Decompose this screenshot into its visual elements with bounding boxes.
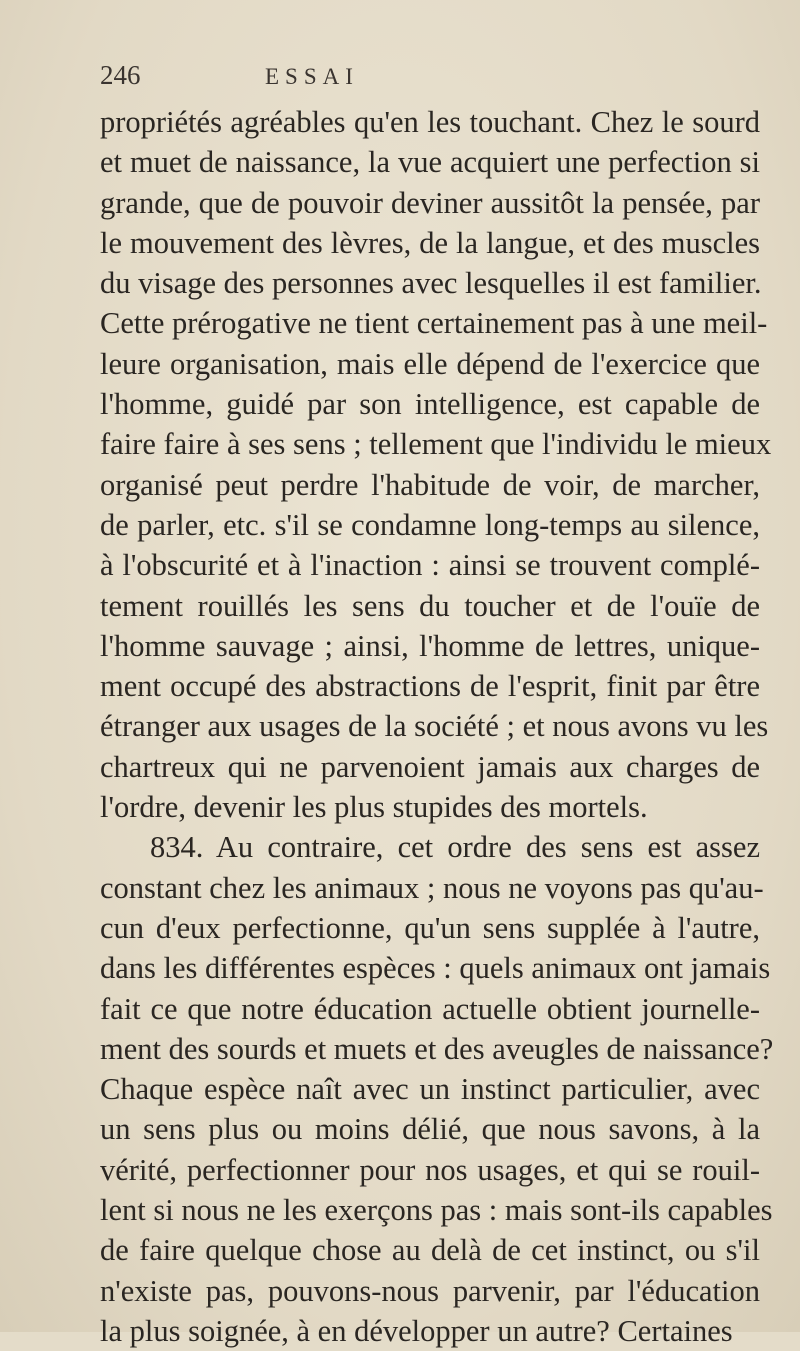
text-line: n'existe pas, pouvons-nous parvenir, par l'éducation [100,1273,760,1308]
running-title: ESSAI [265,64,359,89]
page-header [100,60,760,96]
text-line: dans les différentes espèces : quels animaux ont jamais [100,951,771,986]
text-line: et muet de naissance, la vue acquiert une perfection si [100,145,760,180]
page-number: 246 [100,60,141,90]
text-line: tement rouillés les sens du toucher et de l'ouïe de [100,588,760,623]
text-line: à l'obscurité et à l'inaction : ainsi se trouvent complé- [100,548,760,583]
text-line: cun d'eux perfectionne, qu'un sens supplée à l'autre, [100,910,760,945]
text-line: constant chez les animaux ; nous ne voyons pas qu'au- [100,870,764,905]
text-line: un sens plus ou moins délié, que nous savons, à la [100,1112,760,1147]
text-line: l'homme, guidé par son intelligence, est capable de [100,387,760,422]
text-line: propriétés agréables qu'en les touchant. Chez le sourd [100,105,760,139]
text-line: de faire quelque chose au delà de cet instinct, ou s'il [100,1233,760,1268]
text-line: chartreux qui ne parvenoient jamais aux charges de [100,749,760,784]
text-line: étranger aux usages de la société ; et nous avons vu les [100,709,769,744]
text-line: le mouvement des lèvres, de la langue, et des muscles [100,225,760,260]
text-line: grande, que de pouvoir deviner aussitôt la pensée, par [100,185,760,220]
text-line: du visage des personnes avec lesquelles il est familier. [100,266,762,301]
text-line: Cette prérogative ne tient certainement pas à une meil- [100,306,768,341]
text-line: la plus soignée, à en développer un autre? Certaines [100,1313,733,1348]
text-line: ment occupé des abstractions de l'esprit, finit par être [100,669,760,704]
text-line: ment des sourds et muets et des aveugles de naissance? [100,1031,774,1066]
text-line: fait ce que notre éducation actuelle obtient journelle- [100,991,760,1026]
text-line: organisé peut perdre l'habitude de voir, de marcher, [100,467,760,502]
paragraph-start-line: 834. Au contraire, cet ordre des sens est assez [150,830,760,865]
text-line: Chaque espèce naît avec un instinct particulier, avec [100,1072,760,1107]
body-text [100,102,774,1351]
text-line: leure organisation, mais elle dépend de l'exercice que [100,346,760,381]
text-line: faire faire à ses sens ; tellement que l'individu le mieux [100,427,772,462]
text-line: vérité, perfectionner pour nos usages, et qui se rouil- [100,1152,760,1187]
text-line: lent si nous ne les exerçons pas : mais sont-ils capables [100,1193,773,1228]
text-line: l'ordre, devenir les plus stupides des mortels. [100,790,648,825]
text-line: de parler, etc. s'il se condamne long-temps au silence, [100,507,760,542]
text-line: l'homme sauvage ; ainsi, l'homme de lettres, unique- [100,628,760,663]
